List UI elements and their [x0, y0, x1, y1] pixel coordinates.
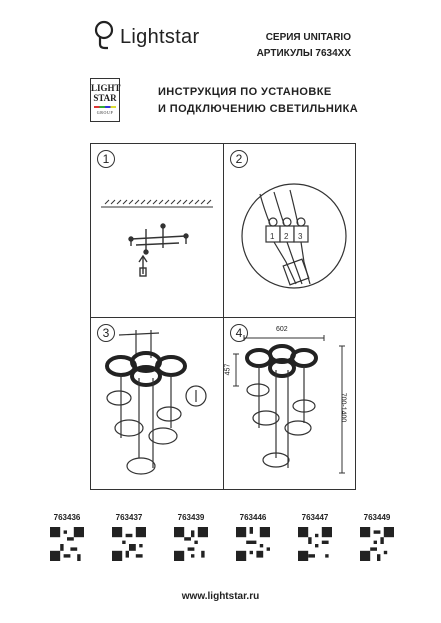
group-logo-line1: LIGHT [91, 83, 121, 93]
group-logo-line3: GROUP [96, 110, 114, 115]
article-item [46, 513, 88, 566]
group-logo-line2: STAR [93, 93, 117, 103]
title-line-1: ИНСТРУКЦИЯ ПО УСТАНОВКЕ [158, 86, 332, 98]
svg-text:1: 1 [270, 232, 275, 241]
step-number-1: 1 [97, 150, 115, 168]
lightstar-group-logo [90, 78, 120, 122]
article-code: 763446 [239, 513, 267, 522]
group-logo-colorbar [94, 106, 116, 108]
step-panel-2 [224, 144, 355, 317]
dimension-height: 457 [224, 363, 232, 376]
article-code: 763439 [177, 513, 205, 522]
title-line-2: И ПОДКЛЮЧЕНИЮ СВЕТИЛЬНИКА [158, 103, 359, 115]
step-number-2: 2 [230, 150, 248, 168]
step-number-3: 3 [97, 324, 115, 342]
article-code: 763437 [115, 513, 143, 522]
article-code: 763447 [301, 513, 329, 522]
chandelier-assembly-diagram-icon [91, 318, 223, 489]
step-panel-4 [224, 318, 355, 489]
website-link[interactable]: www.lightstar.ru [181, 591, 260, 602]
article-item [232, 513, 274, 566]
qr-code-icon [236, 527, 270, 561]
series-label: СЕРИЯ UNITARIO [265, 32, 351, 43]
step-number-4: 4 [230, 324, 248, 342]
svg-text:3: 3 [298, 232, 303, 241]
series-info [257, 30, 351, 62]
article-item [170, 513, 212, 566]
qr-code-icon [298, 527, 332, 561]
page-title [158, 84, 358, 118]
brand-name: Lightstar [120, 26, 200, 48]
qr-code-icon [112, 527, 146, 561]
svg-text:2: 2 [284, 232, 289, 241]
chandelier-dimensions-diagram-icon [224, 318, 355, 489]
dimension-width: 602 [276, 326, 288, 333]
step-panel-3 [91, 318, 223, 489]
articles-label: АРТИКУЛЫ 7634XX [256, 48, 351, 59]
qr-code-icon [174, 527, 208, 561]
dimension-total-height: 700-1400 [339, 392, 347, 423]
qr-code-icon [360, 527, 394, 561]
article-code: 763449 [363, 513, 391, 522]
lightbulb-logo-icon [94, 20, 118, 52]
step-panel-1 [91, 144, 223, 317]
article-item [108, 513, 150, 566]
article-item [294, 513, 336, 566]
qr-code-icon [50, 527, 84, 561]
instruction-grid [90, 143, 356, 490]
wiring-terminal-diagram-icon [224, 144, 355, 317]
article-code: 763436 [53, 513, 81, 522]
ceiling-mount-diagram-icon [91, 144, 223, 317]
article-item [356, 513, 398, 566]
